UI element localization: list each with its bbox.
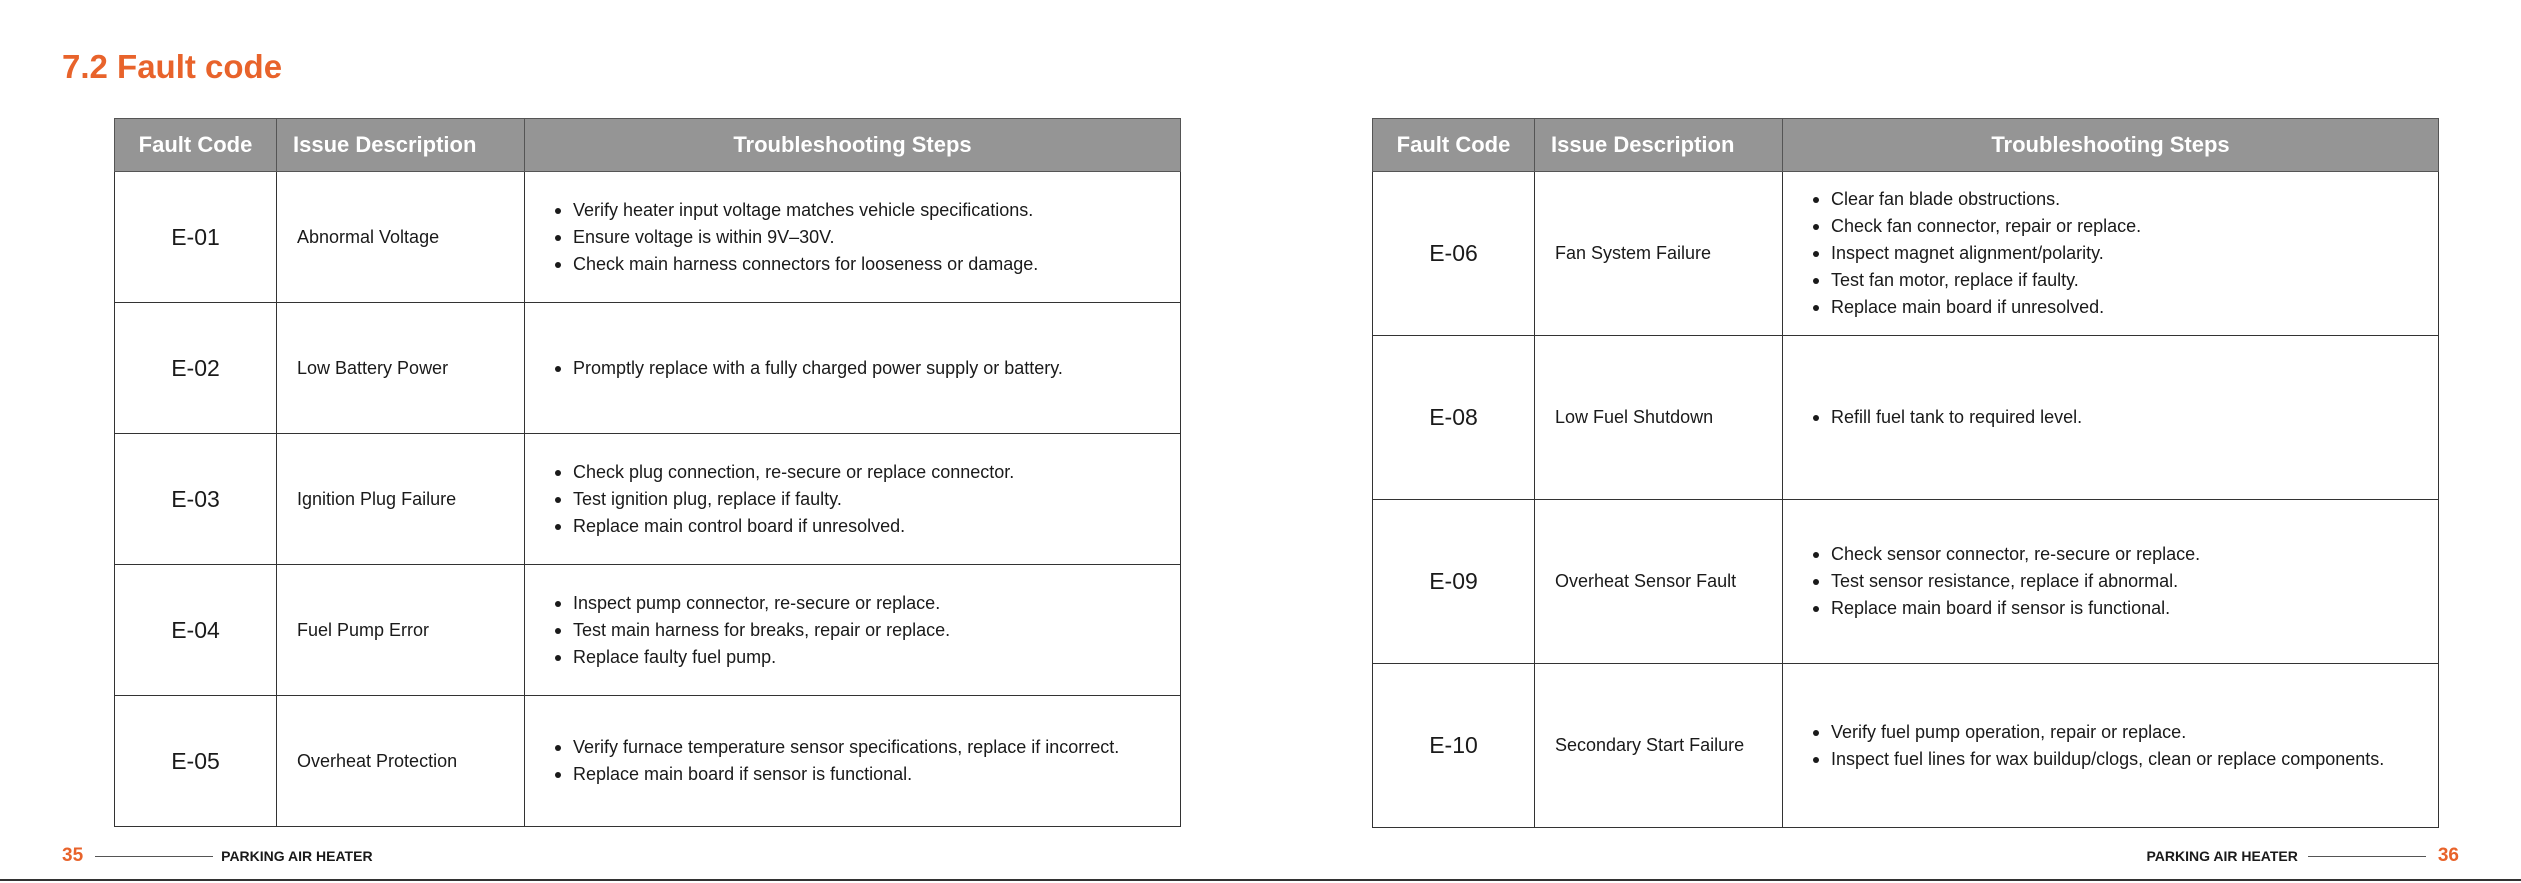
section-title: 7.2 Fault code [62, 48, 283, 85]
table-row [115, 303, 1181, 434]
troubleshooting-steps-cell [1783, 500, 2439, 664]
footer-divider-line [95, 856, 213, 857]
fault-code-cell: E-01 [115, 172, 277, 303]
step-item: Verify heater input voltage matches vehicle specifications. [555, 197, 1154, 224]
footer-product-name: PARKING AIR HEATER [221, 848, 373, 864]
footer-right [2146, 845, 2459, 867]
steps-list [1813, 719, 2412, 773]
issue-description-cell: Fan System Failure [1535, 172, 1783, 336]
troubleshooting-steps-cell [1783, 336, 2439, 500]
table-row [1373, 172, 2439, 336]
header-troubleshooting-steps: Troubleshooting Steps [525, 119, 1181, 172]
issue-description-cell: Ignition Plug Failure [277, 434, 525, 565]
issue-description-cell: Overheat Sensor Fault [1535, 500, 1783, 664]
fault-code-table-left [114, 118, 1181, 827]
step-item: Refill fuel tank to required level. [1813, 404, 2412, 431]
step-item: Clear fan blade obstructions. [1813, 186, 2412, 213]
troubleshooting-steps-cell [525, 696, 1181, 827]
step-item: Inspect pump connector, re-secure or replace. [555, 590, 1154, 617]
step-item: Promptly replace with a fully charged power supply or battery. [555, 355, 1154, 382]
footer-product-name: PARKING AIR HEATER [2146, 848, 2298, 864]
issue-description-cell: Overheat Protection [277, 696, 525, 827]
header-troubleshooting-steps: Troubleshooting Steps [1783, 119, 2439, 172]
table-row [115, 565, 1181, 696]
steps-list [555, 197, 1154, 278]
step-item: Ensure voltage is within 9V–30V. [555, 224, 1154, 251]
step-item: Replace main control board if unresolved. [555, 513, 1154, 540]
step-item: Verify furnace temperature sensor specifications, replace if incorrect. [555, 734, 1154, 761]
steps-list [1813, 541, 2412, 622]
issue-description-cell: Secondary Start Failure [1535, 664, 1783, 828]
steps-list [1813, 404, 2412, 431]
table-row [115, 434, 1181, 565]
header-issue-description: Issue Description [1535, 119, 1783, 172]
step-item: Verify fuel pump operation, repair or replace. [1813, 719, 2412, 746]
fault-code-cell: E-09 [1373, 500, 1535, 664]
header-fault-code: Fault Code [115, 119, 277, 172]
step-item: Inspect magnet alignment/polarity. [1813, 240, 2412, 267]
step-item: Check sensor connector, re-secure or replace. [1813, 541, 2412, 568]
step-item: Test ignition plug, replace if faulty. [555, 486, 1154, 513]
step-item: Test fan motor, replace if faulty. [1813, 267, 2412, 294]
page-bottom-rule [0, 879, 2521, 881]
header-fault-code: Fault Code [1373, 119, 1535, 172]
troubleshooting-steps-cell [525, 303, 1181, 434]
fault-code-cell: E-08 [1373, 336, 1535, 500]
step-item: Check plug connection, re-secure or replace connector. [555, 459, 1154, 486]
troubleshooting-steps-cell [1783, 664, 2439, 828]
steps-list [555, 459, 1154, 540]
table-row [1373, 664, 2439, 828]
fault-code-cell: E-05 [115, 696, 277, 827]
issue-description-cell: Low Fuel Shutdown [1535, 336, 1783, 500]
page-number-left: 35 [62, 845, 84, 866]
step-item: Replace main board if sensor is functional. [555, 761, 1154, 788]
fault-code-table-right [1372, 118, 2439, 828]
fault-code-cell: E-02 [115, 303, 277, 434]
fault-code-cell: E-06 [1373, 172, 1535, 336]
steps-list [555, 355, 1154, 382]
table-row [115, 696, 1181, 827]
troubleshooting-steps-cell [1783, 172, 2439, 336]
step-item: Check fan connector, repair or replace. [1813, 213, 2412, 240]
table-header-row [115, 119, 1181, 172]
steps-list [555, 734, 1154, 788]
footer-left [62, 845, 373, 867]
step-item: Test main harness for breaks, repair or replace. [555, 617, 1154, 644]
page-number-right: 36 [2437, 845, 2459, 866]
table-row [1373, 336, 2439, 500]
table-row [1373, 500, 2439, 664]
header-issue-description: Issue Description [277, 119, 525, 172]
step-item: Replace faulty fuel pump. [555, 644, 1154, 671]
issue-description-cell: Fuel Pump Error [277, 565, 525, 696]
fault-code-cell: E-03 [115, 434, 277, 565]
issue-description-cell: Low Battery Power [277, 303, 525, 434]
table-header-row [1373, 119, 2439, 172]
issue-description-cell: Abnormal Voltage [277, 172, 525, 303]
table-row [115, 172, 1181, 303]
fault-code-cell: E-04 [115, 565, 277, 696]
troubleshooting-steps-cell [525, 565, 1181, 696]
step-item: Inspect fuel lines for wax buildup/clogs, clean or replace components. [1813, 746, 2412, 773]
troubleshooting-steps-cell [525, 172, 1181, 303]
step-item: Replace main board if unresolved. [1813, 294, 2412, 321]
step-item: Check main harness connectors for looseness or damage. [555, 251, 1154, 278]
steps-list [1813, 186, 2412, 321]
steps-list [555, 590, 1154, 671]
fault-code-cell: E-10 [1373, 664, 1535, 828]
step-item: Test sensor resistance, replace if abnormal. [1813, 568, 2412, 595]
troubleshooting-steps-cell [525, 434, 1181, 565]
footer-divider-line [2308, 856, 2426, 857]
step-item: Replace main board if sensor is functional. [1813, 595, 2412, 622]
